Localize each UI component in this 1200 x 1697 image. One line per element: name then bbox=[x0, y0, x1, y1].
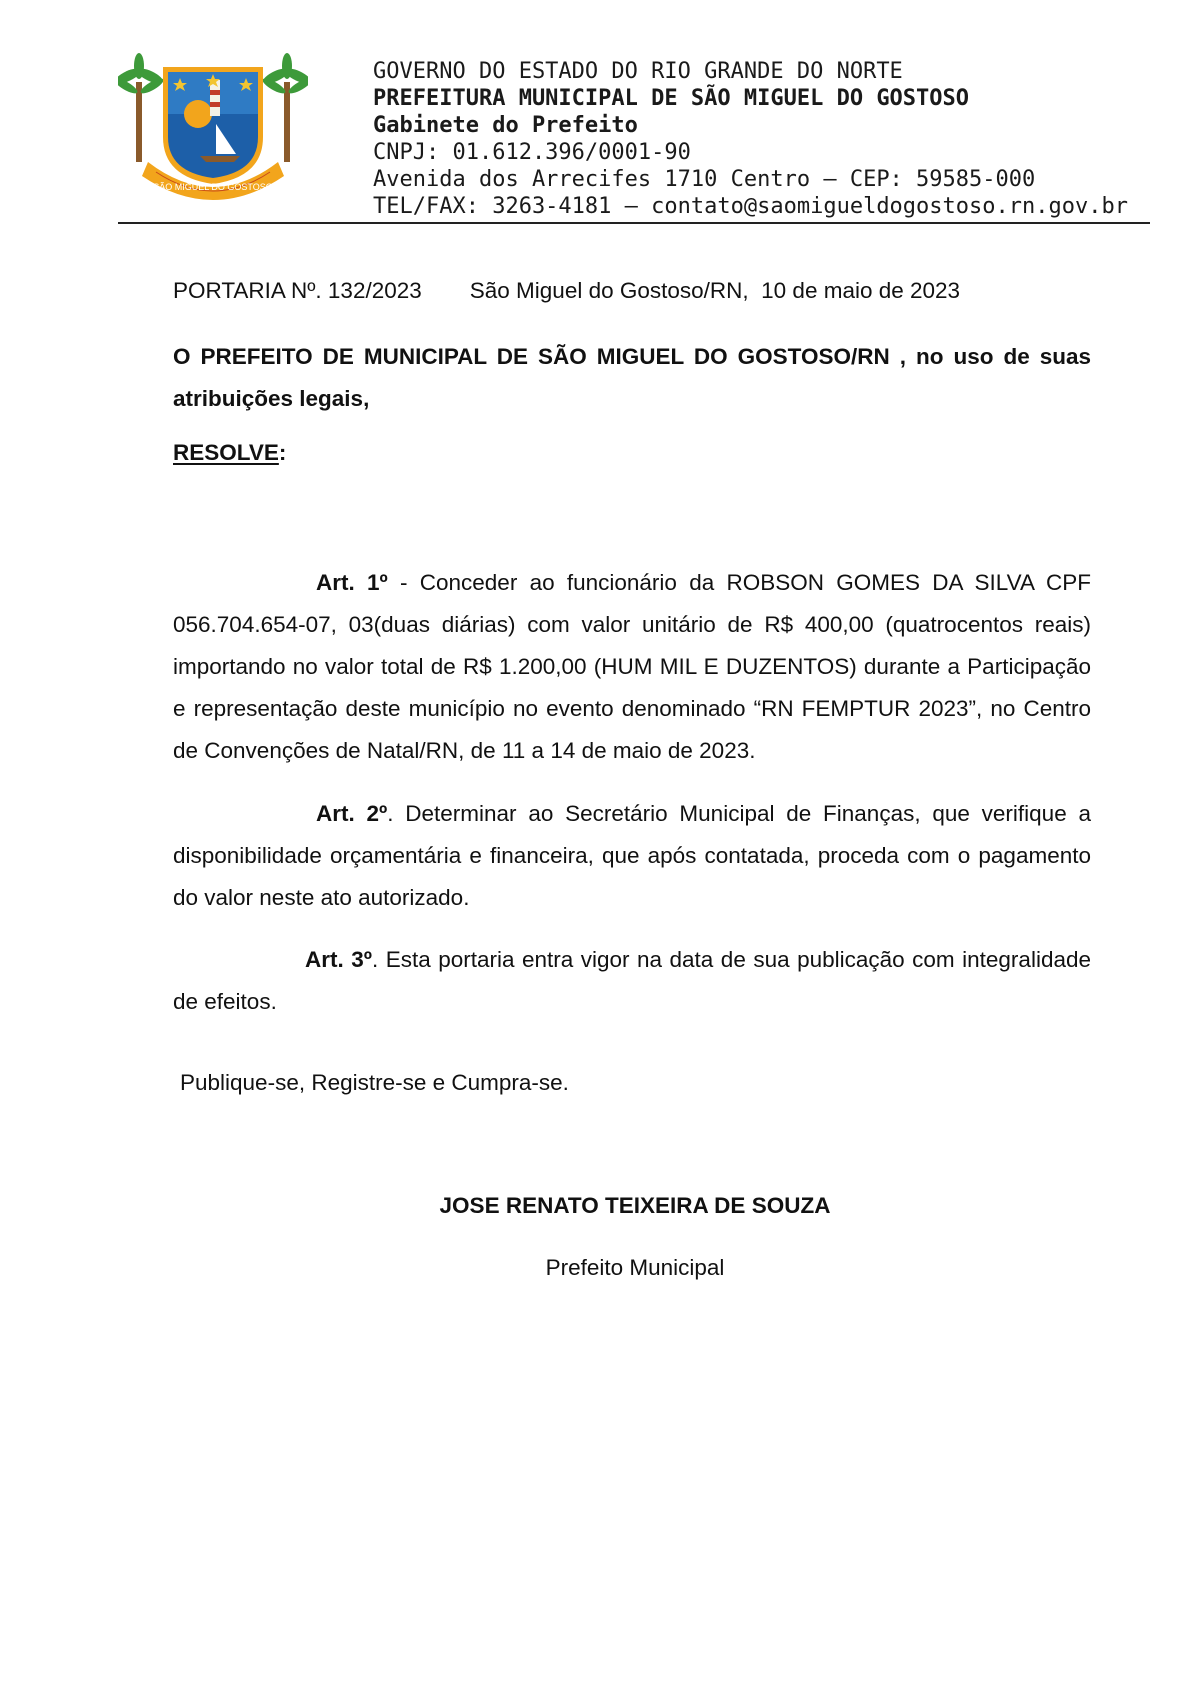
signer-name: JOSE RENATO TEIXEIRA DE SOUZA bbox=[439, 1193, 831, 1218]
closing-formula: Publique-se, Registre-se e Cumpra-se. bbox=[180, 1070, 569, 1095]
signer-role: Prefeito Municipal bbox=[545, 1255, 725, 1280]
letterhead bbox=[118, 52, 1150, 224]
article-3 bbox=[173, 939, 1091, 1023]
article-2-text: . Determinar ao Secretário Municipal de Finanças, que verifique a disponibilidade orçamentária e financeira, que após contatada, proceda com o pagamento do valor neste ato autorizado. bbox=[173, 801, 1091, 910]
place-date: São Miguel do Gostoso/RN, 10 de maio de 2023 bbox=[469, 278, 961, 303]
article-1 bbox=[173, 562, 1091, 772]
header-divider bbox=[118, 222, 1150, 224]
article-2-label: Art. 2º bbox=[316, 801, 388, 826]
resolve-colon: : bbox=[278, 440, 287, 465]
letterhead-text bbox=[373, 58, 1128, 220]
header-office-line: Gabinete do Prefeito bbox=[373, 113, 638, 138]
article-1-text: - Conceder ao funcionário da ROBSON GOMES DA SILVA CPF 056.704.654-07, 03(duas diárias) com valor unitário de R$ 400,00 (quatrocentos reais) importando no valor total de R$ 1.200,00 (HUM MIL E DUZENTOS) durante a Participação e representação deste município no evento denominado “RN FEMPTUR 2023”, no Centro de Convenções de Natal/RN, de 11 a 14 de maio de 2023. bbox=[173, 570, 1092, 763]
header-municipality-line: PREFEITURA MUNICIPAL DE SÃO MIGUEL DO GOSTOSO bbox=[373, 86, 970, 111]
header-government-line: GOVERNO DO ESTADO DO RIO GRANDE DO NORTE bbox=[373, 59, 903, 84]
article-3-text: . Esta portaria entra vigor na data de sua publicação com integralidade de efeitos. bbox=[173, 947, 1091, 1014]
municipal-coat-of-arms-logo bbox=[118, 52, 308, 202]
preamble: O PREFEITO DE MUNICIPAL DE SÃO MIGUEL DO GOSTOSO/RN , no uso de suas atribuições legais, bbox=[173, 344, 1091, 411]
portaria-line bbox=[173, 278, 960, 304]
portaria-number: PORTARIA Nº. 132/2023 bbox=[173, 278, 422, 303]
logo-ribbon-text: SÃO MIGUEL DO GOSTOSO bbox=[153, 182, 273, 192]
header-contact-line: TEL/FAX: 3263-4181 – contato@saomigueldogostoso.rn.gov.br bbox=[373, 194, 1128, 219]
article-3-label: Art. 3º bbox=[305, 947, 372, 972]
resolve-heading bbox=[173, 440, 286, 466]
resolve-word: RESOLVE bbox=[173, 440, 279, 465]
article-2 bbox=[173, 793, 1091, 919]
article-1-label: Art. 1º bbox=[316, 570, 388, 595]
header-cnpj-line: CNPJ: 01.612.396/0001-90 bbox=[373, 140, 691, 165]
header-address-line: Avenida dos Arrecifes 1710 Centro – CEP: 59585-000 bbox=[373, 167, 1036, 192]
